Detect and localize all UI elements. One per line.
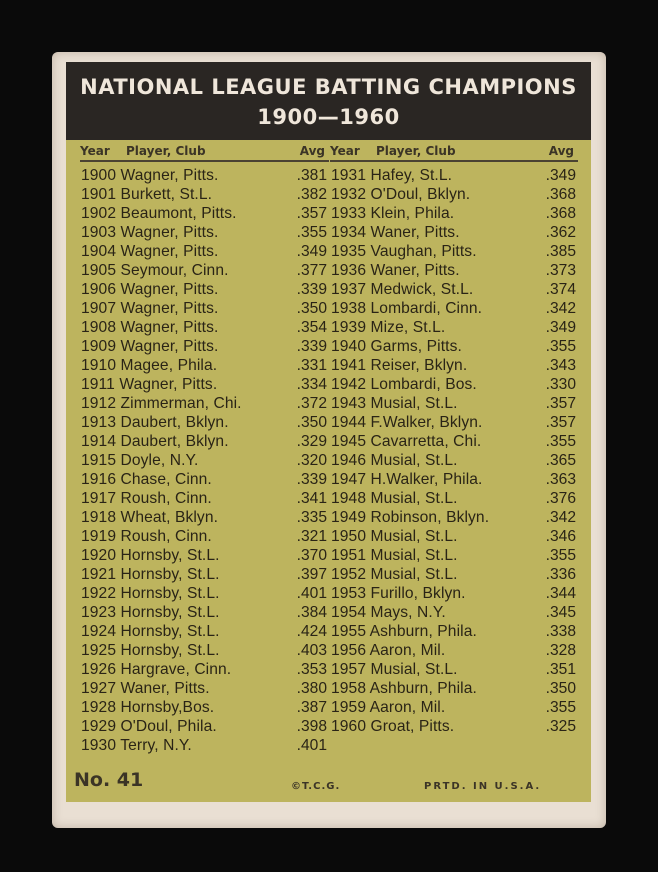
champion-row (81, 242, 327, 261)
year-player-club: 1905 Seymour, Cinn. (81, 262, 229, 279)
year-player-club: 1951 Musial, St.L. (331, 547, 458, 564)
batting-average: .330 (545, 376, 576, 393)
champion-row (331, 166, 576, 185)
champion-row (331, 204, 576, 223)
year-player-club: 1930 Terry, N.Y. (81, 737, 192, 754)
year-player-club: 1923 Hornsby, St.L. (81, 604, 220, 621)
year-player-club: 1926 Hargrave, Cinn. (81, 661, 232, 678)
copyright-notice: ©T.C.G. (291, 781, 341, 792)
champion-row (81, 736, 327, 755)
year-player-club: 1931 Hafey, St.L. (331, 167, 453, 184)
year-player-club: 1947 H.Walker, Phila. (331, 471, 483, 488)
batting-average: .342 (545, 300, 576, 317)
champion-row (81, 622, 327, 641)
batting-average: .403 (296, 642, 327, 659)
year-player-club: 1911 Wagner, Pitts. (81, 376, 218, 393)
champion-row (81, 679, 327, 698)
batting-average: .401 (296, 737, 327, 754)
year-player-club: 1913 Daubert, Bklyn. (81, 414, 229, 431)
year-player-club: 1958 Ashburn, Phila. (331, 680, 477, 697)
year-player-club: 1957 Musial, St.L. (331, 661, 458, 678)
champion-row (81, 280, 327, 299)
batting-average: .357 (545, 414, 576, 431)
avg-column-label: Avg (299, 144, 325, 158)
batting-average: .385 (545, 243, 576, 260)
year-player-club: 1960 Groat, Pitts. (331, 718, 455, 735)
batting-average: .346 (545, 528, 576, 545)
year-column-label: Year (330, 144, 360, 158)
year-player-club: 1918 Wheat, Bklyn. (81, 509, 219, 526)
year-player-club: 1959 Aaron, Mil. (331, 699, 446, 716)
champion-row (81, 603, 327, 622)
champion-row (331, 717, 576, 736)
printed-notice: PRTD. IN U.S.A. (424, 781, 542, 792)
year-player-club: 1939 Mize, St.L. (331, 319, 446, 336)
batting-average: .382 (296, 186, 327, 203)
year-player-club: 1925 Hornsby, St.L. (81, 642, 220, 659)
champion-row (81, 299, 327, 318)
batting-average: .328 (545, 642, 576, 659)
batting-average: .349 (545, 167, 576, 184)
year-player-club: 1921 Hornsby, St.L. (81, 566, 220, 583)
year-player-club: 1940 Garms, Pitts. (331, 338, 462, 355)
champion-row (81, 641, 327, 660)
champion-row (331, 622, 576, 641)
champion-row (331, 432, 576, 451)
champion-row (331, 337, 576, 356)
year-player-club: 1941 Reiser, Bklyn. (331, 357, 468, 374)
baseball-card (52, 52, 606, 828)
batting-average: .334 (296, 376, 327, 393)
champion-row (331, 489, 576, 508)
batting-average: .344 (545, 585, 576, 602)
year-player-club: 1945 Cavarretta, Chi. (331, 433, 482, 450)
champion-row (331, 470, 576, 489)
year-player-club: 1954 Mays, N.Y. (331, 604, 446, 621)
year-player-club: 1907 Wagner, Pitts. (81, 300, 219, 317)
champion-row (331, 223, 576, 242)
batting-average: .329 (296, 433, 327, 450)
year-player-club: 1915 Doyle, N.Y. (81, 452, 199, 469)
year-player-club: 1924 Hornsby, St.L. (81, 623, 220, 640)
batting-average: .349 (545, 319, 576, 336)
champion-row (81, 489, 327, 508)
year-player-club: 1943 Musial, St.L. (331, 395, 458, 412)
batting-average: .350 (296, 300, 327, 317)
champion-row (81, 470, 327, 489)
champion-row (81, 451, 327, 470)
batting-average: .331 (296, 357, 327, 374)
year-player-club: 1950 Musial, St.L. (331, 528, 458, 545)
batting-average: .373 (545, 262, 576, 279)
batting-average: .355 (545, 338, 576, 355)
champion-row (81, 185, 327, 204)
player-club-column-label: Player, Club (376, 144, 456, 158)
champion-row (331, 660, 576, 679)
year-player-club: 1900 Wagner, Pitts. (81, 167, 219, 184)
batting-average: .351 (545, 661, 576, 678)
batting-average: .343 (545, 357, 576, 374)
year-player-club: 1928 Hornsby,Bos. (81, 699, 215, 716)
batting-average: .349 (296, 243, 327, 260)
batting-average: .357 (296, 205, 327, 222)
batting-average: .381 (296, 167, 327, 184)
batting-average: .325 (545, 718, 576, 735)
champion-row (331, 261, 576, 280)
card-number: No. 41 (74, 769, 144, 791)
champion-row (81, 565, 327, 584)
batting-average: .350 (296, 414, 327, 431)
card-title: NATIONAL LEAGUE BATTING CHAMPIONS (80, 75, 577, 99)
champion-row (81, 375, 327, 394)
champion-row (81, 660, 327, 679)
champion-row (331, 356, 576, 375)
batting-average: .339 (296, 338, 327, 355)
year-player-club: 1901 Burkett, St.L. (81, 186, 213, 203)
year-player-club: 1938 Lombardi, Cinn. (331, 300, 483, 317)
player-club-column-label: Player, Club (126, 144, 206, 158)
champion-row (81, 356, 327, 375)
batting-average: .380 (296, 680, 327, 697)
column-header-left (80, 144, 329, 162)
champion-row (81, 261, 327, 280)
champion-row (331, 375, 576, 394)
champion-row (81, 527, 327, 546)
batting-average: .376 (545, 490, 576, 507)
champion-row (81, 318, 327, 337)
champion-row (331, 565, 576, 584)
year-player-club: 1902 Beaumont, Pitts. (81, 205, 237, 222)
batting-average: .353 (296, 661, 327, 678)
year-player-club: 1920 Hornsby, St.L. (81, 547, 220, 564)
batting-average: .401 (296, 585, 327, 602)
year-player-club: 1917 Roush, Cinn. (81, 490, 212, 507)
champion-row (331, 242, 576, 261)
champion-row (331, 679, 576, 698)
champion-row (331, 185, 576, 204)
champion-row (81, 223, 327, 242)
year-column-label: Year (80, 144, 110, 158)
champion-row (331, 546, 576, 565)
batting-average: .342 (545, 509, 576, 526)
year-player-club: 1908 Wagner, Pitts. (81, 319, 219, 336)
year-player-club: 1922 Hornsby, St.L. (81, 585, 220, 602)
champion-row (331, 394, 576, 413)
champion-row (331, 318, 576, 337)
batting-average: .338 (545, 623, 576, 640)
batting-average: .365 (545, 452, 576, 469)
batting-average: .336 (545, 566, 576, 583)
year-player-club: 1932 O'Doul, Bklyn. (331, 186, 471, 203)
champion-row (331, 603, 576, 622)
batting-average: .384 (296, 604, 327, 621)
champion-row (331, 527, 576, 546)
champion-row (81, 508, 327, 527)
year-player-club: 1955 Ashburn, Phila. (331, 623, 477, 640)
year-player-club: 1904 Wagner, Pitts. (81, 243, 219, 260)
year-player-club: 1909 Wagner, Pitts. (81, 338, 219, 355)
batting-average: .363 (545, 471, 576, 488)
avg-column-label: Avg (548, 144, 574, 158)
batting-average: .345 (545, 604, 576, 621)
batting-average: .339 (296, 471, 327, 488)
column-header-right (330, 144, 578, 162)
batting-average: .357 (545, 395, 576, 412)
year-player-club: 1944 F.Walker, Bklyn. (331, 414, 483, 431)
champion-row (331, 280, 576, 299)
batting-average: .387 (296, 699, 327, 716)
year-player-club: 1933 Klein, Phila. (331, 205, 455, 222)
batting-average: .374 (545, 281, 576, 298)
year-player-club: 1952 Musial, St.L. (331, 566, 458, 583)
champion-row (331, 641, 576, 660)
year-player-club: 1934 Waner, Pitts. (331, 224, 460, 241)
batting-average: .424 (296, 623, 327, 640)
batting-average: .362 (545, 224, 576, 241)
batting-average: .350 (545, 680, 576, 697)
champion-row (331, 584, 576, 603)
year-player-club: 1919 Roush, Cinn. (81, 528, 212, 545)
champion-row (81, 337, 327, 356)
title-banner (66, 62, 591, 140)
champions-list-1931-1960 (331, 166, 576, 736)
champion-row (81, 413, 327, 432)
batting-average: .372 (296, 395, 327, 412)
batting-average: .397 (296, 566, 327, 583)
batting-average: .355 (296, 224, 327, 241)
champion-row (331, 508, 576, 527)
champion-row (81, 698, 327, 717)
year-player-club: 1948 Musial, St.L. (331, 490, 458, 507)
batting-average: .339 (296, 281, 327, 298)
year-player-club: 1912 Zimmerman, Chi. (81, 395, 242, 412)
year-player-club: 1903 Wagner, Pitts. (81, 224, 219, 241)
year-player-club: 1953 Furillo, Bklyn. (331, 585, 466, 602)
year-player-club: 1906 Wagner, Pitts. (81, 281, 219, 298)
batting-average: .335 (296, 509, 327, 526)
year-player-club: 1936 Waner, Pitts. (331, 262, 460, 279)
batting-average: .341 (296, 490, 327, 507)
champion-row (81, 717, 327, 736)
champion-row (331, 451, 576, 470)
year-player-club: 1956 Aaron, Mil. (331, 642, 446, 659)
champion-row (81, 432, 327, 451)
champion-row (331, 299, 576, 318)
year-player-club: 1935 Vaughan, Pitts. (331, 243, 477, 260)
champion-row (81, 394, 327, 413)
year-player-club: 1946 Musial, St.L. (331, 452, 458, 469)
batting-average: .355 (545, 699, 576, 716)
champion-row (331, 413, 576, 432)
year-player-club: 1937 Medwick, St.L. (331, 281, 474, 298)
batting-average: .355 (545, 433, 576, 450)
batting-average: .368 (545, 205, 576, 222)
year-player-club: 1914 Daubert, Bklyn. (81, 433, 229, 450)
batting-average: .368 (545, 186, 576, 203)
batting-average: .377 (296, 262, 327, 279)
champion-row (81, 584, 327, 603)
year-range: 1900—1960 (257, 105, 400, 129)
batting-average: .320 (296, 452, 327, 469)
year-player-club: 1927 Waner, Pitts. (81, 680, 210, 697)
champion-row (81, 204, 327, 223)
champions-list-1900-1930 (81, 166, 327, 755)
year-player-club: 1949 Robinson, Bklyn. (331, 509, 490, 526)
year-player-club: 1916 Chase, Cinn. (81, 471, 212, 488)
batting-average: .354 (296, 319, 327, 336)
champion-row (81, 546, 327, 565)
card-panel (66, 62, 591, 802)
batting-average: .398 (296, 718, 327, 735)
champion-row (81, 166, 327, 185)
champion-row (331, 698, 576, 717)
year-player-club: 1929 O'Doul, Phila. (81, 718, 217, 735)
year-player-club: 1910 Magee, Phila. (81, 357, 218, 374)
year-player-club: 1942 Lombardi, Bos. (331, 376, 477, 393)
batting-average: .355 (545, 547, 576, 564)
batting-average: .370 (296, 547, 327, 564)
batting-average: .321 (296, 528, 327, 545)
